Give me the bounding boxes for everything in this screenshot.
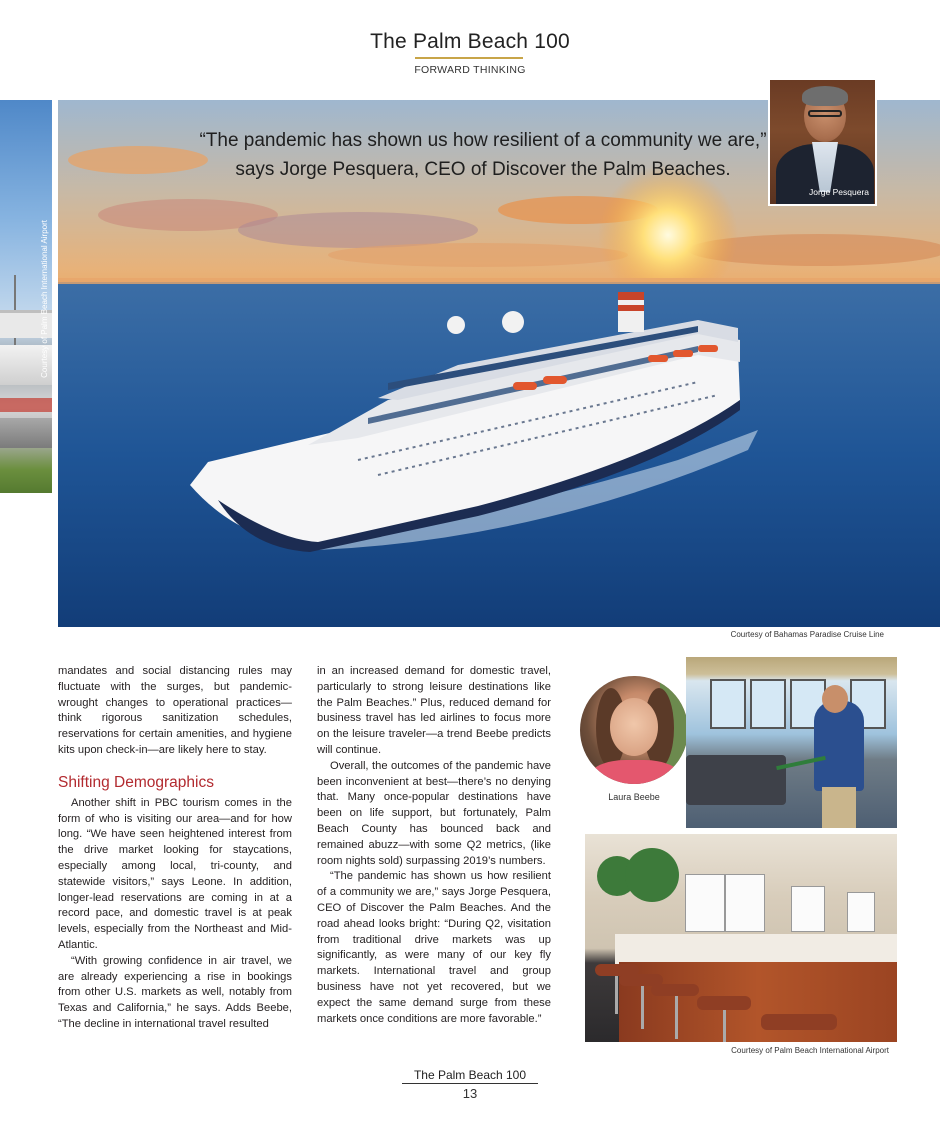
column2-paragraph-2: Overall, the outcomes of the pandemic have been inconvenient at best—there’s no denying that. Many once-popular destinations have been on life support, but fortunately, Palm Beach County has bounced back and remained abuzz—with some Q2 metrics, (like room nights sold) surpassing 2019’s numbers. — [317, 759, 551, 867]
article-column-2 — [317, 664, 551, 1027]
section-label: FORWARD THINKING — [414, 64, 526, 76]
worker-body — [814, 701, 864, 791]
column1-paragraph-1: mandates and social distancing rules may fluctuate with the surges, but pandemic-wrought changes to operational practices—think rigorous sanitization schedules, reservations for certain amenities, and hygiene kits upon check-in—are likely here to stay. — [58, 665, 292, 756]
page-number: 13 — [462, 1086, 478, 1101]
airport-strip-credit: Courtesy of Palm Beach International Airport — [40, 220, 49, 378]
palm-plant — [625, 848, 679, 902]
airport-sanitizing-photo — [686, 657, 897, 828]
stool-seat — [651, 984, 699, 996]
counter-top — [615, 934, 897, 964]
footer-rule — [402, 1083, 538, 1084]
worker-head — [822, 685, 848, 713]
stool-stem — [615, 974, 618, 1014]
pull-quote: “The pandemic has shown us how resilient of a community we are,” says Jorge Pesquera, CEO of Discover the Palm Beaches. — [199, 130, 767, 180]
stool-seat — [761, 1014, 837, 1030]
portrait-caption: Jorge Pesquera — [809, 187, 870, 197]
footer-title: The Palm Beach 100 — [413, 1068, 527, 1082]
airport-concourse-photo — [585, 834, 897, 1042]
art-kiosk — [791, 886, 825, 932]
column1-paragraph-2: Another shift in PBC tourism comes in the form of who is visiting our area—and for how long. “We have seen heightened interest from the drive market looking for staycations, especially among local, tri-county, and statewide visitors,” says Leone. In addition, longer-lead reservations are coming in at a record pace, and domestic travel is at peak levels, especially from the Northeast and Mid-Atlantic. — [58, 796, 292, 951]
article-column-1 — [58, 664, 292, 1033]
window-pane — [750, 679, 786, 729]
column1-paragraph-3: “With growing confidence in air travel, we are already experiencing a rise in bookings from other U.S. markets as well, notably from Texas and California,” he says. Adds Beebe, “The decline in international travel resulted — [58, 954, 292, 1030]
airport-strip-photo — [0, 100, 52, 493]
stool-stem — [723, 1006, 726, 1042]
worker-legs — [822, 787, 856, 828]
beebe-top — [590, 760, 680, 784]
laura-beebe-portrait — [580, 676, 688, 784]
stool-stem — [641, 984, 644, 1029]
terminal-road — [0, 418, 52, 448]
magazine-title: The Palm Beach 100 — [370, 30, 570, 53]
counter-front — [619, 962, 897, 1042]
terminal-sign — [0, 398, 52, 412]
portrait-hair — [802, 86, 848, 106]
art-kiosk — [685, 874, 725, 932]
column2-paragraph-1: in an increased demand for domestic travel, particularly to strong leisure destinations like the Palm Beaches.” Plus, reduced demand for business travel has led airlines to focus more on the leisure traveler—a trend Beebe predicts will continue. — [317, 665, 551, 756]
art-kiosk — [725, 874, 765, 932]
airport-photo-credit: Courtesy of Palm Beach International Airport — [731, 1046, 889, 1055]
portrait-glasses — [808, 110, 842, 117]
art-kiosk — [847, 892, 875, 932]
cruise-photo-credit: Courtesy of Bahamas Paradise Cruise Line — [730, 630, 884, 639]
subhead-shifting-demographics: Shifting Demographics — [58, 773, 214, 791]
waiting-seats — [686, 755, 786, 805]
header-rule — [415, 57, 523, 59]
stool-seat — [697, 996, 751, 1010]
beebe-face — [610, 698, 658, 756]
beebe-caption: Laura Beebe — [608, 792, 660, 802]
jorge-pesquera-portrait — [768, 78, 877, 206]
window-pane — [710, 679, 746, 729]
stool-stem — [675, 994, 678, 1039]
column2-paragraph-3: “The pandemic has shown us how resilient of a community we are,” says Jorge Pesquera, CEO of Discover the Palm Beaches. And the road ahead looks bright: “During Q2, visitation from traditional drive markets was up significantly, as were many of our key fly markets. International travel and group business have not yet recovered, but we expect the same demand surge from these markets once conditions are more favorable.” — [317, 870, 551, 1025]
